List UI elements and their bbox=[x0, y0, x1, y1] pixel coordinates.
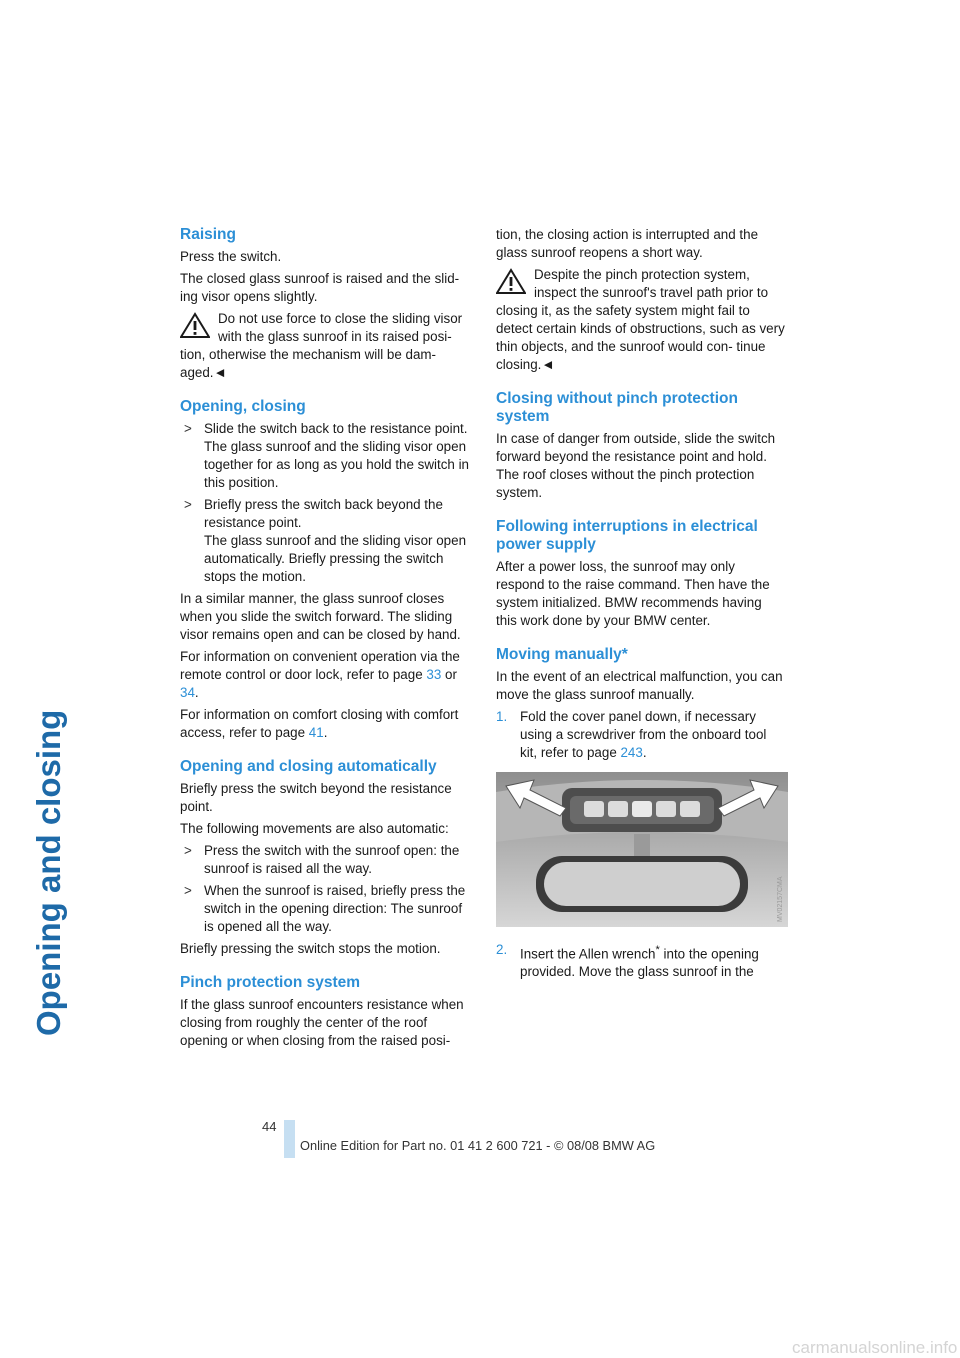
paragraph bbox=[180, 706, 470, 742]
bullet-item bbox=[180, 420, 470, 492]
step-text: Fold the cover panel down, if necessary using a screwdriver from the onboard tool kit, refer to page bbox=[520, 709, 767, 760]
warning-note bbox=[180, 310, 470, 382]
page-link-33[interactable]: 33 bbox=[426, 667, 442, 682]
left-column bbox=[180, 226, 470, 1054]
warning-text: tion, otherwise the mechanism will be dam- aged.◄ bbox=[180, 347, 437, 380]
warning-note bbox=[496, 266, 786, 374]
step-item bbox=[496, 941, 786, 981]
paragraph: In a similar manner, the glass sunroof closes when you slide the switch forward. The sliding visor remains open and can be closed by hand. bbox=[180, 591, 461, 642]
text: For information on comfort closing with comfort access, refer to page bbox=[180, 707, 459, 740]
paragraph bbox=[180, 648, 470, 702]
warning-icon bbox=[496, 268, 526, 295]
warning-line: Do not use force to close the sliding visor bbox=[218, 311, 463, 326]
step-number: 2. bbox=[496, 942, 508, 957]
text: For information on convenient operation via the remote control or door lock, refer to page bbox=[180, 649, 460, 682]
warning-line: with the glass sunroof in its raised posi- bbox=[218, 329, 452, 344]
section-raising bbox=[180, 226, 470, 382]
section-moving-manually bbox=[496, 646, 786, 981]
section-power-interruption bbox=[496, 518, 786, 630]
section-no-pinch bbox=[496, 390, 786, 502]
paragraph: The following movements are also automatic: bbox=[180, 821, 449, 836]
bullet-text: The glass sunroof and the sliding visor open together for as long as you hold the switch in this position. bbox=[204, 439, 469, 490]
watermark: carmanualsonline.info bbox=[792, 1338, 958, 1357]
heading-moving-manually: Moving manually* bbox=[496, 646, 628, 663]
page-number: 44 bbox=[262, 1119, 277, 1134]
page-link-243[interactable]: 243 bbox=[620, 745, 643, 760]
bullet-item bbox=[180, 496, 470, 586]
text: . bbox=[642, 745, 647, 760]
page-link-41[interactable]: 41 bbox=[308, 725, 324, 740]
step-item bbox=[496, 708, 786, 762]
bullet-text: The glass sunroof and the sliding visor open automatically. Briefly pressing the switch stops the motion. bbox=[204, 533, 467, 584]
page-link-34[interactable]: 34 bbox=[180, 685, 195, 700]
footer-bar bbox=[284, 1120, 295, 1158]
right-column bbox=[496, 226, 786, 985]
heading-automatic: Opening and closing automatically bbox=[180, 758, 437, 775]
step-text: Insert the Allen wrench bbox=[520, 946, 656, 962]
heading-opening-closing: Opening, closing bbox=[180, 398, 306, 415]
paragraph: Press the switch. bbox=[180, 249, 282, 264]
bullet-item bbox=[180, 842, 470, 878]
chapter-title-text: Opening and closing bbox=[30, 709, 67, 1036]
warning-text: closing it, as the safety system might fail to detect certain kinds of obstructions, such as very thin objects, and the sunroof would con- tinue closing.◄ bbox=[496, 303, 785, 372]
overhead-console-photo bbox=[496, 772, 788, 927]
text: . bbox=[323, 725, 328, 740]
paragraph: tion, the closing action is interrupted and the glass sunroof reopens a short way. bbox=[496, 227, 759, 260]
bullet-text: When the sunroof is raised, briefly press the switch in the opening direction: The sunroof is opened all the way. bbox=[204, 883, 466, 934]
warning-icon bbox=[180, 312, 210, 339]
bullet-mark: > bbox=[184, 843, 192, 858]
text: . bbox=[194, 685, 199, 700]
footer-edition-text: Online Edition for Part no. 01 41 2 600 721 - © 08/08 BMW AG bbox=[300, 1138, 656, 1153]
bullet-text: Briefly press the switch back beyond the resistance point. bbox=[204, 497, 443, 530]
paragraph: After a power loss, the sunroof may only respond to the raise command. Then have the system initialized. BMW recommends having this work done by your BMW center. bbox=[496, 559, 770, 628]
heading-power-interruption: Following interruptions in electrical power supply bbox=[496, 518, 758, 553]
warning-line: Despite the pinch protection system, bbox=[534, 267, 750, 282]
section-automatic bbox=[180, 758, 470, 958]
paragraph: Briefly pressing the switch stops the motion. bbox=[180, 941, 441, 956]
bullet-mark: > bbox=[184, 883, 192, 898]
heading-no-pinch: Closing without pinch protection system bbox=[496, 390, 738, 425]
section-opening-closing bbox=[180, 398, 470, 742]
section-pinch-protection bbox=[180, 974, 470, 1050]
text: or bbox=[441, 667, 457, 682]
photo-code: MV02157CMA bbox=[777, 876, 784, 922]
heading-raising: Raising bbox=[180, 226, 236, 243]
warning-line: inspect the sunroof's travel path prior to bbox=[534, 285, 769, 300]
bullet-text: Slide the switch back to the resistance point. bbox=[204, 421, 468, 436]
paragraph: Briefly press the switch beyond the resistance point. bbox=[180, 781, 452, 814]
step-number: 1. bbox=[496, 709, 508, 724]
heading-pinch-protection: Pinch protection system bbox=[180, 974, 361, 991]
paragraph: In the event of an electrical malfunction, you can move the glass sunroof manually. bbox=[496, 669, 783, 702]
paragraph: In case of danger from outside, slide the switch forward beyond the resistance point and hold. The roof closes without the pinch protection system. bbox=[496, 431, 776, 500]
optional-equipment-star: * bbox=[655, 944, 660, 956]
bullet-mark: > bbox=[184, 497, 192, 512]
paragraph: The closed glass sunroof is raised and the slid- ing visor opens slightly. bbox=[180, 271, 460, 304]
paragraph: If the glass sunroof encounters resistance when closing from roughly the center of the roof opening or when closing from the raised posi- bbox=[180, 997, 464, 1048]
bullet-text: Press the switch with the sunroof open: the sunroof is raised all the way. bbox=[204, 843, 460, 876]
bullet-mark: > bbox=[184, 421, 192, 436]
step-text: into the opening provided. Move the glass sunroof in the bbox=[520, 946, 759, 980]
chapter-side-title bbox=[26, 226, 66, 1036]
bullet-item bbox=[180, 882, 470, 936]
